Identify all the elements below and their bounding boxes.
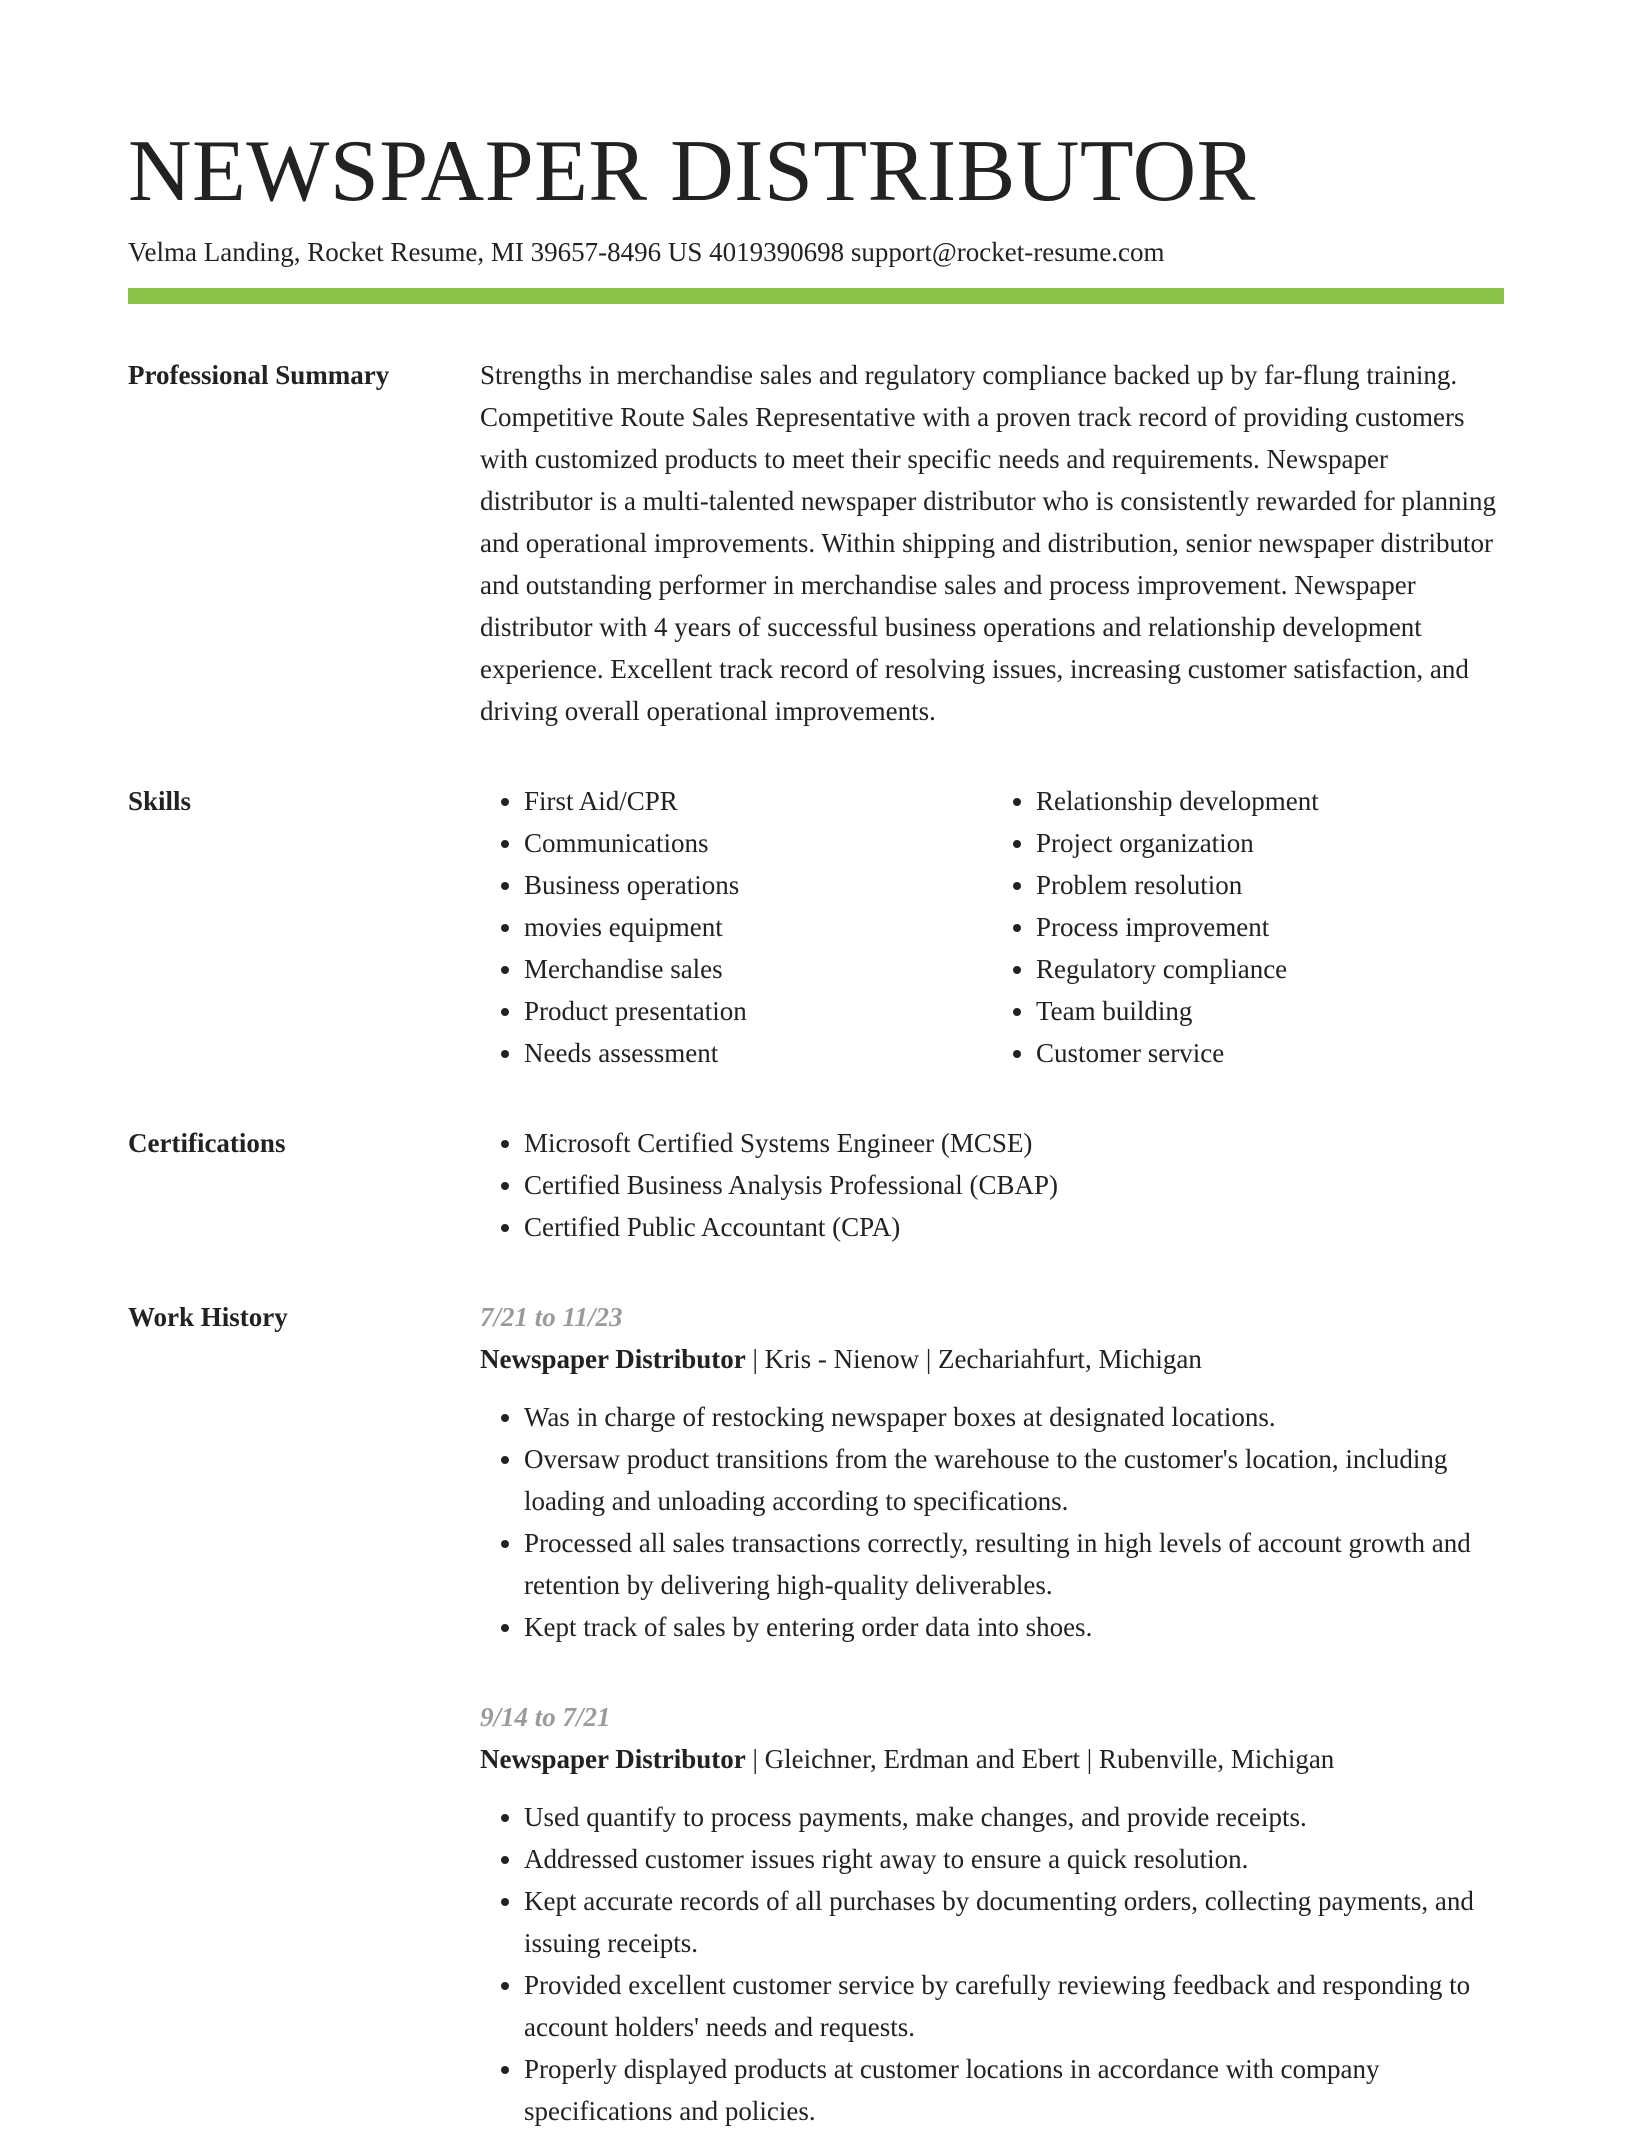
job-entry: [480, 1696, 1504, 2132]
skill-item: • Project organization: [1036, 822, 1504, 864]
job-title: Newspaper Distributor: [480, 1744, 746, 1774]
skill-item: • Relationship development: [1036, 780, 1504, 822]
certifications-section: [128, 1122, 1504, 1248]
skill-item: • First Aid/CPR: [524, 780, 992, 822]
skill-item: • movies equipment: [524, 906, 992, 948]
job-bullet: • Was in charge of restocking newspaper boxes at designated locations.: [524, 1396, 1504, 1438]
header-divider: [128, 288, 1504, 304]
job-bullet: • Processed all sales transactions correctly, resulting in high levels of account growth and retention by delivering high-quality deliverables.: [524, 1522, 1504, 1606]
work-history-heading: Work History: [128, 1302, 288, 1332]
skill-item: • Process improvement: [1036, 906, 1504, 948]
job-bullet: • Provided excellent customer service by carefully reviewing feedback and responding to account holders' needs and requests.: [524, 1964, 1504, 2048]
job-details: | Kris - Nienow | Zechariahfurt, Michigan: [745, 1344, 1202, 1374]
job-bullet: • Properly displayed products at customer locations in accordance with company specifications and policies.: [524, 2048, 1504, 2132]
skills-section: [128, 780, 1504, 1074]
certification-item: • Microsoft Certified Systems Engineer (MCSE): [524, 1122, 1504, 1164]
job-bullet: • Oversaw product transitions from the warehouse to the customer's location, including loading and unloading according to specifications.: [524, 1438, 1504, 1522]
resume-page: [128, 122, 1504, 2132]
job-details: | Gleichner, Erdman and Ebert | Rubenville, Michigan: [745, 1744, 1335, 1774]
job-bullet: • Kept accurate records of all purchases by documenting orders, collecting payments, and issuing receipts.: [524, 1880, 1504, 1964]
job-heading: [480, 1738, 1504, 1780]
certifications-list: [480, 1122, 1504, 1248]
job-bullet: • Addressed customer issues right away to ensure a quick resolution.: [524, 1838, 1504, 1880]
summary-section: [128, 354, 1504, 732]
resume-name: NEWSPAPER DISTRIBUTOR: [128, 123, 1256, 220]
certification-item: • Certified Public Accountant (CPA): [524, 1206, 1504, 1248]
skills-list-right: [992, 780, 1504, 1074]
skill-item: • Problem resolution: [1036, 864, 1504, 906]
job-title: Newspaper Distributor: [480, 1344, 746, 1374]
skill-item: • Team building: [1036, 990, 1504, 1032]
skill-item: • Communications: [524, 822, 992, 864]
summary-heading: Professional Summary: [128, 360, 390, 390]
skill-item: • Business operations: [524, 864, 992, 906]
skill-item: • Regulatory compliance: [1036, 948, 1504, 990]
skill-item: • Product presentation: [524, 990, 992, 1032]
job-bullets: [480, 1796, 1504, 2132]
skills-heading: Skills: [128, 786, 192, 816]
certification-item: • Certified Business Analysis Professional (CBAP): [524, 1164, 1504, 1206]
skills-list-left: [480, 780, 992, 1074]
job-dates: 7/21 to 11/23: [480, 1302, 623, 1332]
summary-text: Strengths in merchandise sales and regulatory compliance backed up by far-flung training. Competitive Route Sales Representative with a proven track record of providing customers with customized products to meet their specific needs and requirements. Newspaper distributor is a multi-talented newspaper distributor who is consistently rewarded for planning and operational improvements. Within shipping and distribution, senior newspaper distributor and outstanding performer in merchandise sales and process improvement. Newspaper distributor with 4 years of successful business operations and relationship development experience. Excellent track record of resolving issues, increasing customer satisfaction, and driving overall operational improvements.: [480, 360, 1497, 726]
job-bullet: • Used quantify to process payments, make changes, and provide receipts.: [524, 1796, 1504, 1838]
job-bullets: [480, 1396, 1504, 1648]
contact-info: Velma Landing, Rocket Resume, MI 39657-8496 US 4019390698 support@rocket-resume.com: [128, 237, 1165, 267]
job-dates: 9/14 to 7/21: [480, 1702, 611, 1732]
skill-item: • Merchandise sales: [524, 948, 992, 990]
job-heading: [480, 1338, 1504, 1380]
work-history-section: [128, 1296, 1504, 2132]
job-entry: [480, 1296, 1504, 1648]
skill-item: • Needs assessment: [524, 1032, 992, 1074]
skill-item: • Customer service: [1036, 1032, 1504, 1074]
job-bullet: • Kept track of sales by entering order data into shoes.: [524, 1606, 1504, 1648]
certifications-heading: Certifications: [128, 1128, 286, 1158]
